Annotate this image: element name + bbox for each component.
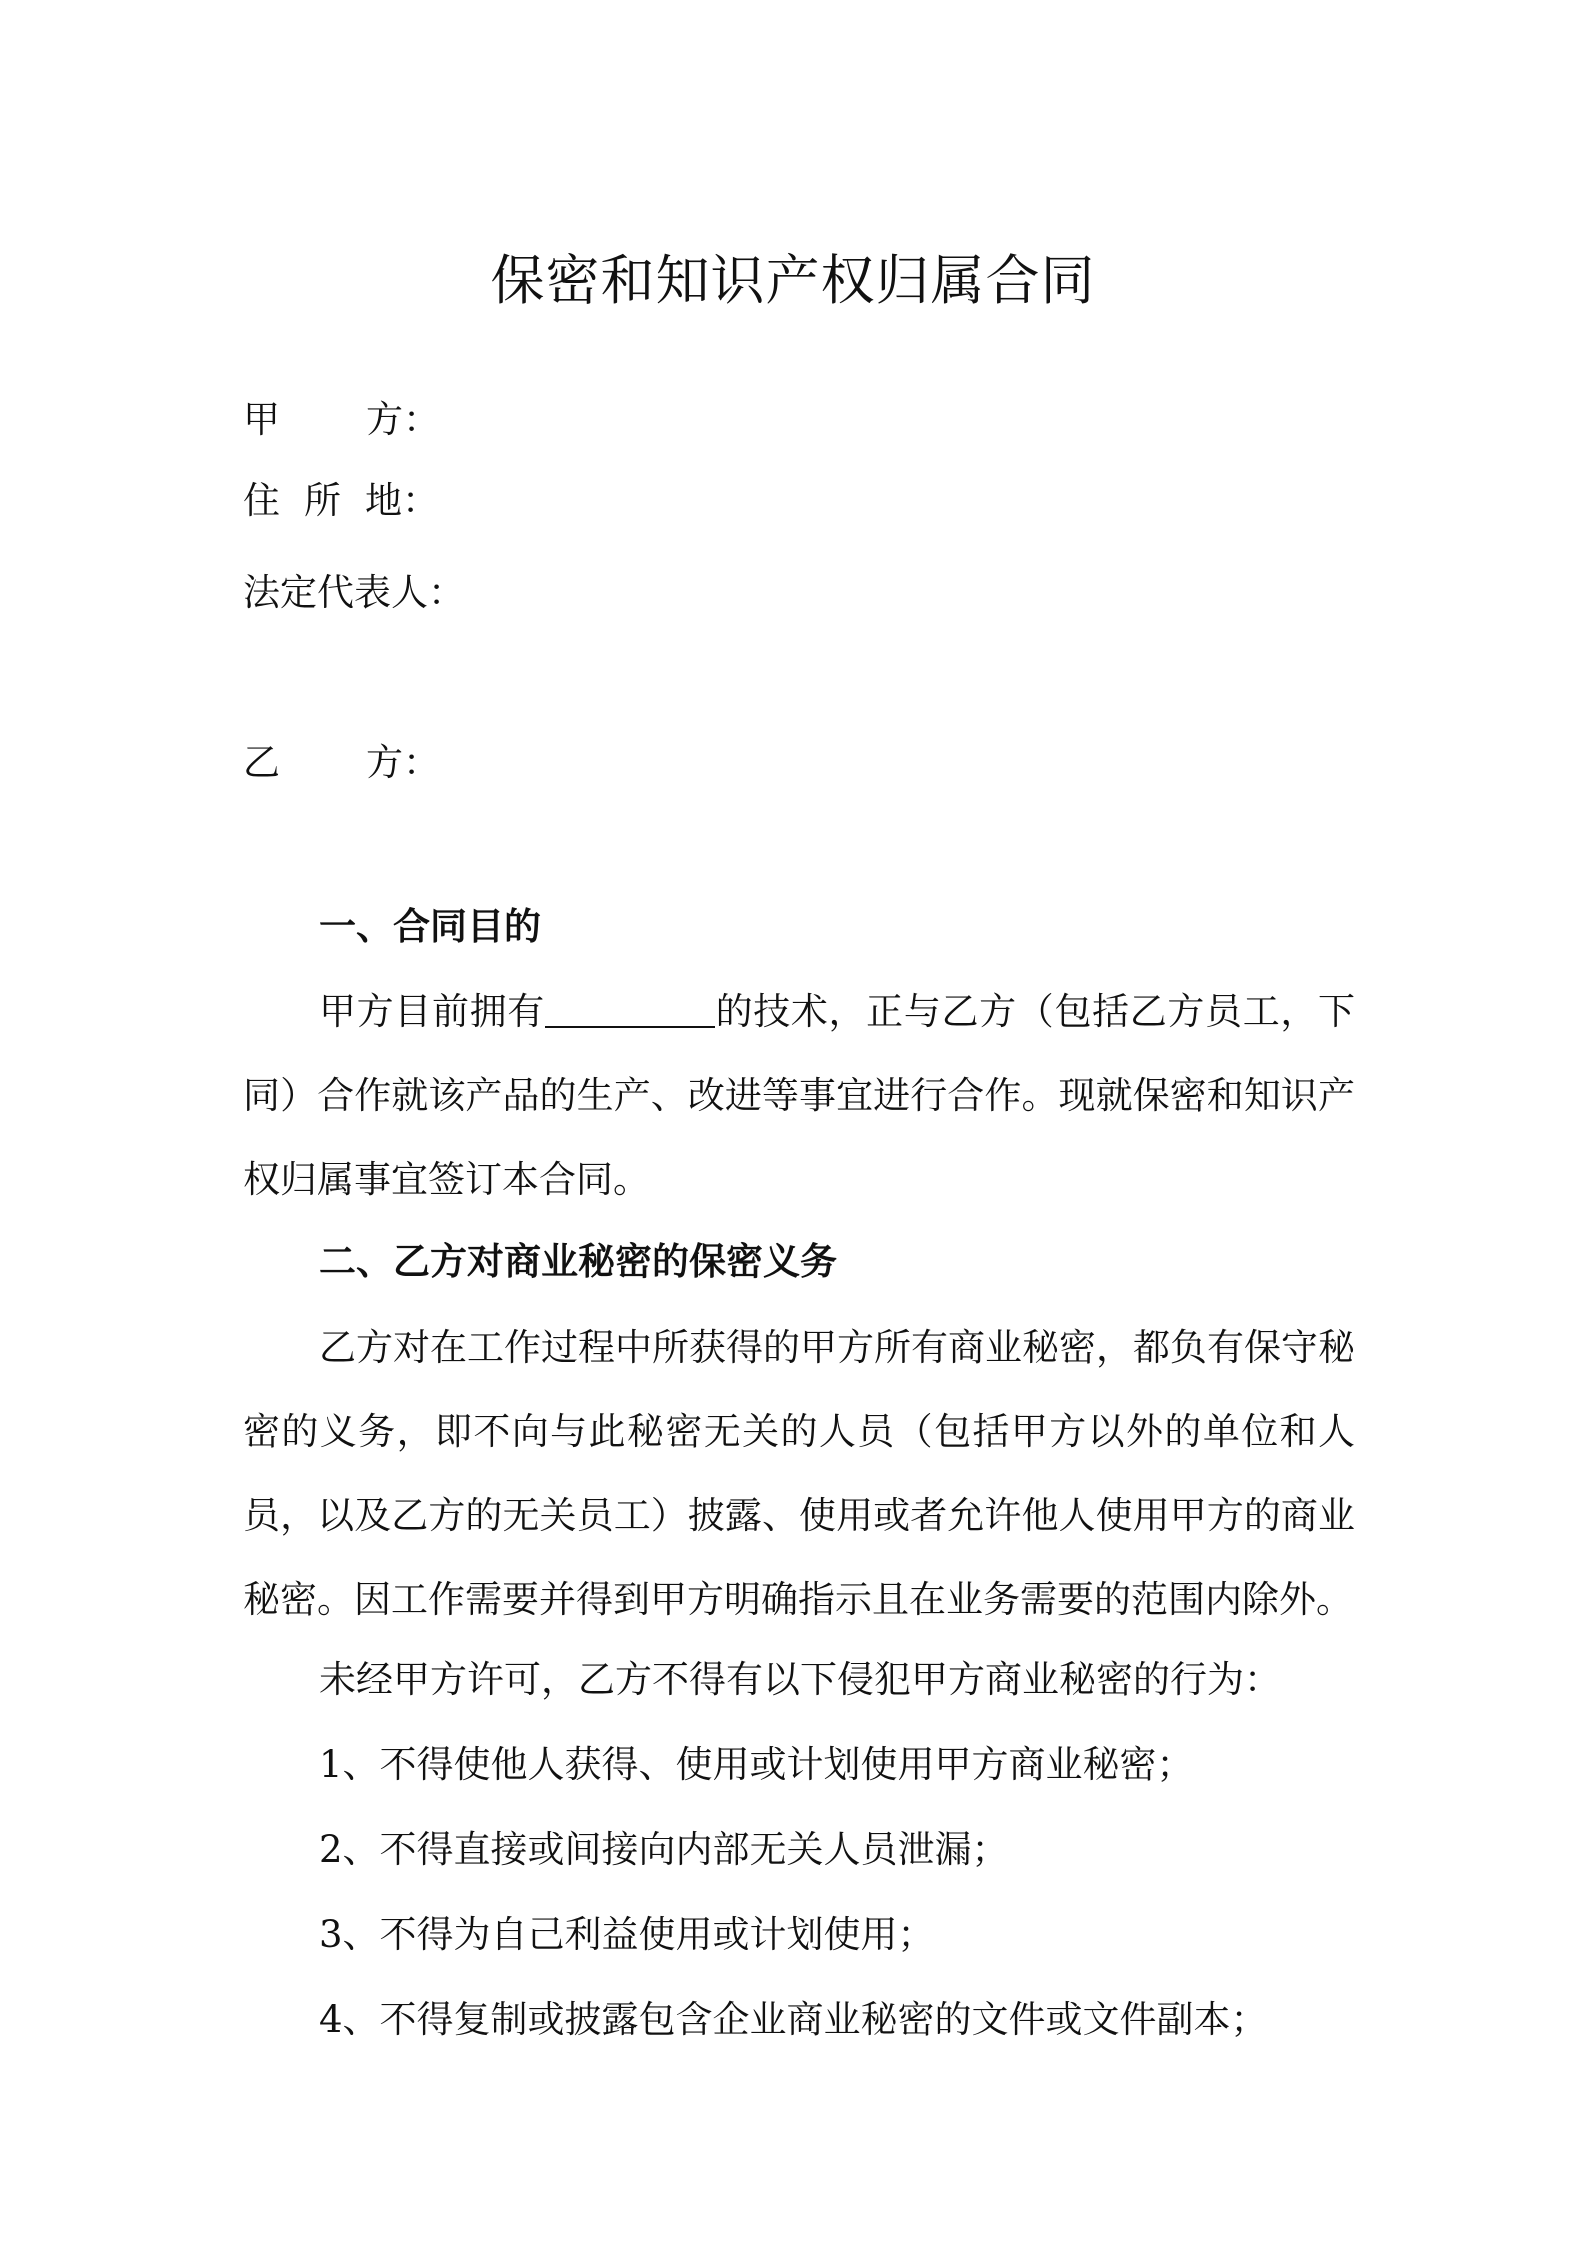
- party-a-label-char1: 甲: [243, 398, 280, 441]
- list-item: 4、不得复制或披露包含企业商业秘密的文件或文件副本；: [319, 1998, 1268, 2041]
- party-a-label-char2: 方：: [366, 398, 440, 441]
- section1-para-after-blank: 的技术，正与乙方（包括乙方员工，下同）合作就该产品的生产、改进等事宜进行合作。现就保密和知识产权归属事宜签订本合同。: [243, 990, 1356, 1201]
- list-item: 3、不得为自己利益使用或计划使用；: [319, 1913, 935, 1956]
- fill-in-blank: [545, 992, 715, 1028]
- party-b-label-char2: 方：: [366, 741, 440, 784]
- address-char-2: 所: [304, 479, 341, 522]
- section2-paragraph-1: 乙方对在工作过程中所获得的甲方所有商业秘密，都负有保守秘密的义务，即不向与此秘密无关的人员（包括甲方以外的单位和人员，以及乙方的无关员工）披露、使用或者允许他人使用甲方的商业秘密。因工作需要并得到甲方明确指示且在业务需要的范围内除外。: [243, 1326, 1355, 1621]
- section2-paragraph-2: 未经甲方许可，乙方不得有以下侵犯甲方商业秘密的行为：: [319, 1658, 1281, 1701]
- party-a-legal-rep-label: 法定代表人：: [243, 571, 465, 614]
- party-b-label-char1: 乙: [243, 741, 280, 784]
- section1-para-before-blank: 甲方目前拥有: [319, 990, 545, 1033]
- address-char-3: 地：: [365, 479, 439, 522]
- document-title: 保密和知识产权归属合同: [490, 249, 1096, 312]
- party-a-address-label: [243, 476, 439, 526]
- section1-paragraph: [243, 970, 1355, 1222]
- list-item: 1、不得使他人获得、使用或计划使用甲方商业秘密；: [319, 1743, 1194, 1786]
- address-char-1: 住: [243, 479, 280, 522]
- party-b-label: [243, 738, 440, 788]
- party-a-label: [243, 395, 440, 445]
- section2-heading: 二、乙方对商业秘密的保密义务: [319, 1239, 837, 1283]
- list-item: 2、不得直接或间接向内部无关人员泄漏；: [319, 1828, 1009, 1871]
- section1-heading: 一、合同目的: [319, 904, 541, 948]
